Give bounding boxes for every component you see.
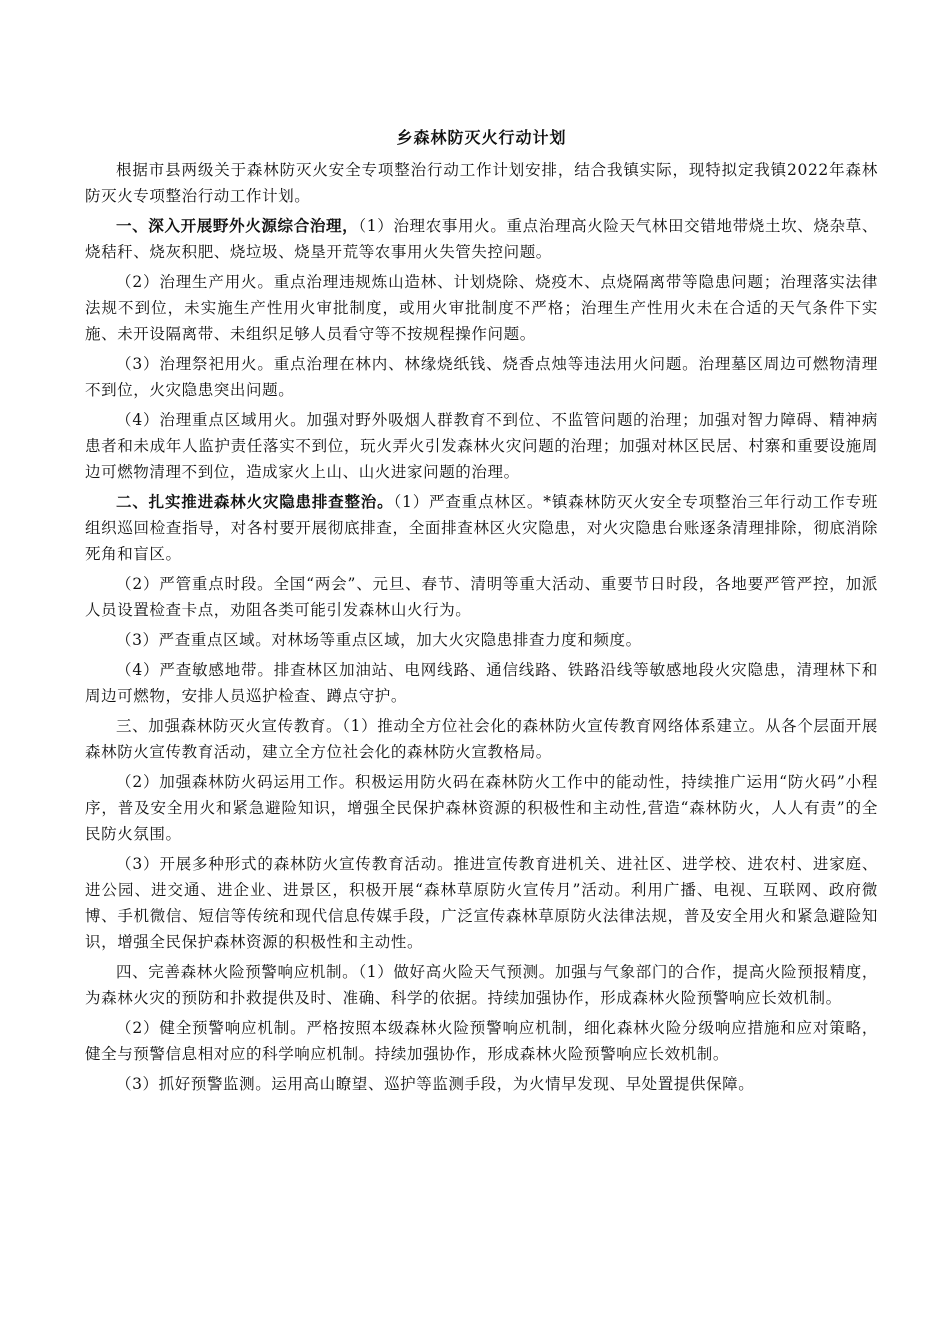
document-title: 乡森林防灭火行动计划 <box>396 128 567 147</box>
paragraph-text: （3）治理祭祀用火。重点治理在林内、林缘烧纸钱、烧香点烛等违法用火问题。治理墓区周边可燃物清理不到位，火灾隐患突出问题。 <box>85 355 878 399</box>
document-body <box>85 157 878 1097</box>
body-paragraph <box>85 351 878 403</box>
body-paragraph <box>85 269 878 347</box>
paragraph-text: 四、完善森林火险预警响应机制。（1）做好高火险天气预测。加强与气象部门的合作，提高火险预报精度，为森林火灾的预防和扑救提供及时、准确、科学的依据。持续加强协作，形成森林火险预警响应长效机制。 <box>85 963 878 1007</box>
paragraph-text: （1）治理农事用火。重点治理高火险天气林田交错地带烧土坎、烧杂草、烧秸秆、烧灰积肥、烧垃圾、烧垦开荒等农事用火失管失控问题。 <box>85 217 878 261</box>
body-paragraph <box>85 213 878 265</box>
paragraph-text: 三、加强森林防灭火宣传教育。（1）推动全方位社会化的森林防火宣传教育网络体系建立。从各个层面开展森林防火宣传教育活动，建立全方位社会化的森林防火宣教格局。 <box>85 717 878 761</box>
paragraph-text: （2）加强森林防火码运用工作。积极运用防火码在森林防火工作中的能动性，持续推广运用“防火码”小程序，普及安全用火和紧急避险知识，增强全民保护森林资源的积极性和主动性,营造“森林防火，人人有责”的全民防火氛围。 <box>85 773 878 843</box>
section-heading: 一、深入开展野外火源综合治理， <box>116 217 359 235</box>
body-paragraph <box>85 407 878 485</box>
body-paragraph <box>85 1015 878 1067</box>
paragraph-text: （4）严查敏感地带。排查林区加油站、电网线路、通信线路、铁路沿线等敏感地段火灾隐患，清理林下和周边可燃物，安排人员巡护检查、蹲点守护。 <box>85 661 878 705</box>
body-paragraph <box>85 157 878 209</box>
paragraph-text: （3）严查重点区域。对林场等重点区域，加大火灾隐患排查力度和频度。 <box>116 631 642 649</box>
paragraph-text: （2）严管重点时段。全国“两会”、元旦、春节、清明等重大活动、重要节日时段，各地要严管严控，加派人员设置检查卡点，劝阻各类可能引发森林山火行为。 <box>85 575 878 619</box>
body-paragraph <box>85 713 878 765</box>
paragraph-text: 根据市县两级关于森林防灭火安全专项整治行动工作计划安排，结合我镇实际，现特拟定我镇2022年森林防灭火专项整治行动工作计划。 <box>85 161 878 205</box>
body-paragraph <box>85 657 878 709</box>
body-paragraph <box>85 769 878 847</box>
document-page <box>85 125 878 1101</box>
paragraph-text: （2）健全预警响应机制。严格按照本级森林火险预警响应机制，细化森林火险分级响应措施和应对策略，健全与预警信息相对应的科学响应机制。持续加强协作，形成森林火险预警响应长效机制。 <box>85 1019 878 1063</box>
body-paragraph <box>85 1071 878 1097</box>
body-paragraph <box>85 627 878 653</box>
section-heading: 二、扎实推进森林火灾隐患排查整治。 <box>116 493 394 511</box>
body-paragraph <box>85 851 878 955</box>
paragraph-text: （3）开展多种形式的森林防火宣传教育活动。推进宣传教育进机关、进社区、进学校、进农村、进家庭、进公园、进交通、进企业、进景区，积极开展“森林草原防火宣传月”活动。利用广播、电视、互联网、政府微博、手机微信、短信等传统和现代信息传媒手段，广泛宣传森林草原防火法律法规，普及安全用火和紧急避险知识，增强全民保护森林资源的积极性和主动性。 <box>85 855 878 951</box>
paragraph-text: （4）治理重点区域用火。加强对野外吸烟人群教育不到位、不监管问题的治理；加强对智力障碍、精神病患者和未成年人监护责任落实不到位，玩火弄火引发森林火灾问题的治理；加强对林区民居、村寨和重要设施周边可燃物清理不到位，造成家火上山、山火进家问题的治理。 <box>85 411 878 481</box>
paragraph-text: （2）治理生产用火。重点治理违规炼山造林、计划烧除、烧疫木、点烧隔离带等隐患问题；治理落实法律法规不到位，未实施生产性用火审批制度，或用火审批制度不严格；治理生产性用火未在合适的天气条件下实施、未开设隔离带、未组织足够人员看守等不按规程操作问题。 <box>85 273 878 343</box>
paragraph-text: （3）抓好预警监测。运用高山瞭望、巡护等监测手段，为火情早发现、早处置提供保障。 <box>116 1075 755 1093</box>
body-paragraph <box>85 959 878 1011</box>
body-paragraph <box>85 571 878 623</box>
paragraph-text: （1）严查重点林区。*镇森林防灭火安全专项整治三年行动工作专班组织巡回检查指导，对各村要开展彻底排查，全面排查林区火灾隐患，对火灾隐患台账逐条清理排除，彻底消除死角和盲区。 <box>85 493 878 563</box>
body-paragraph <box>85 489 878 567</box>
